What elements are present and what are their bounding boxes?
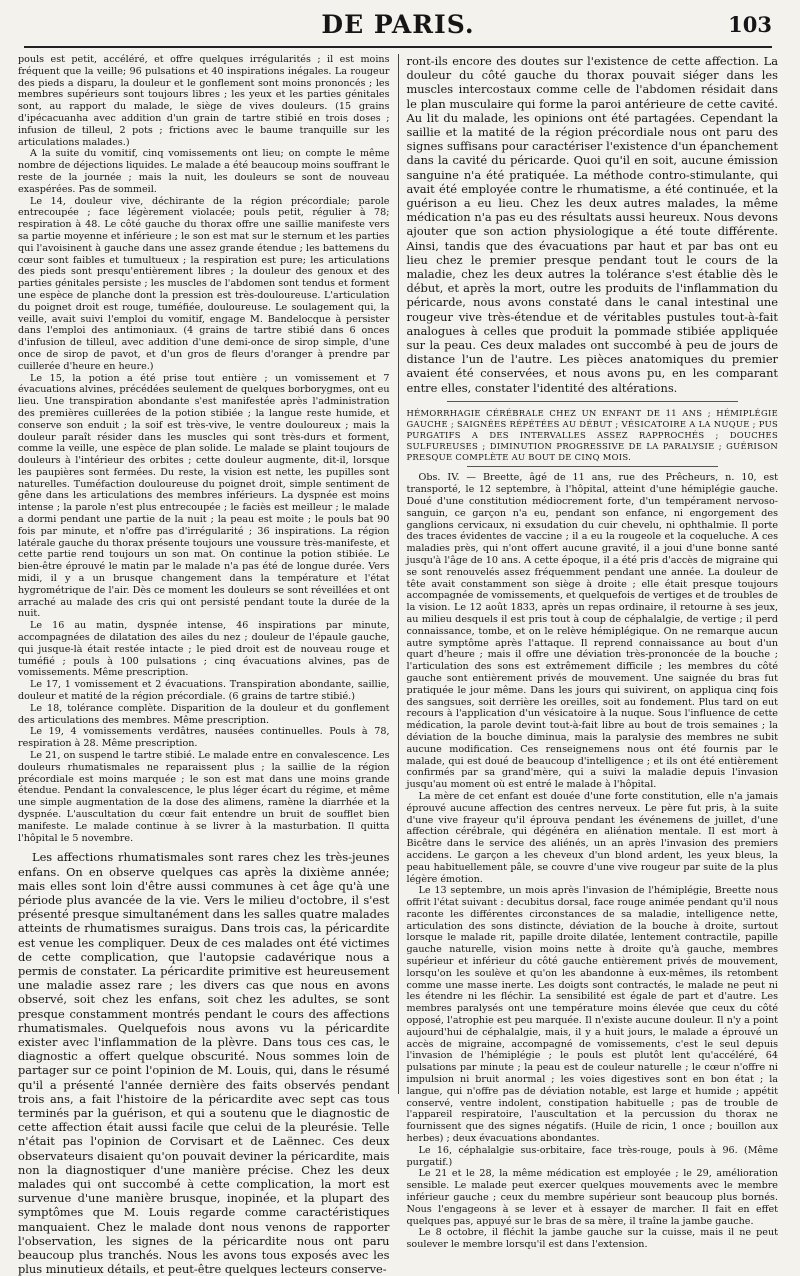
paragraph: Le 13 septembre, un mois après l'invasion de l'hémiplégie, Breette nous offrit l'état suivant : decubitus dorsal, face rouge animée pendant qu'il nous raconte les différentes circonstances de sa maladie, intelligence nette, articulation des sons distincte, déviation de la bouche à droite, surtout lorsque le malade rit, papille droite dilatée, lentement contractile, papille gauche naturelle, vision moins nette à droite qu'à gauche, membres supérieur et inférieur du côté gauche entièrement privés de mouvement, lorsqu'on les soulève et qu'on les abandonne à eux-mêmes, ils retombent comme une masse inerte. Les doigts sont contractés, le malade ne peut ni les étendre ni les fléchir. La sensibilité est égale de part et d'autre. Les membres paralysés ont une température moins élevée que ceux du côté opposé, l'atrophie est peu marquée. Il n'existe aucune douleur. Il n'y a point aujourd'hui de céphalalgie, mais, il y a huit jours, le malade a éprouvé un accès de migraine, accompagné de vomissements, c'est le seul depuis l'invasion de l'hémiplégie ; le pouls est plutôt lent qu'accéléré, 64 pulsations par minute ; la peau est de couleur naturelle ; le cœur n'offre ni impulsion ni bruit anormal ; les voies digestives sont en bon état ; la langue, qui n'offre pas de déviation notable, est large et humide ; appétit conservé, ventre indolent, constipation habituelle ; pas de trouble de l'appareil respiratoire, l'auscultation et la percussion du thorax ne fournissent que des signes négatifs. (Huile de ricin, 1 once ; bouillon aux herbes) ; deux évacuations abondantes. (406, 885, 778, 1145)
paragraph: Le 21, on suspend le tartre stibié. Le malade entre en convalescence. Les douleurs rhumatismales ne reparaissent plus ; la saillie de la région précordiale est moins marquée ; le son est mat dans une moins grande étendue. Pendant la convalescence, le plus léger écart du régime, et même une simple augmentation de la dose des alimens, ramène la diarrhée et la dyspnée. L'auscultation du cœur fait entendre un bruit de soufflet bien manifeste. Le malade continue à se livrer à la masturbation. Il quitta l'hôpital le 5 novembre. (18, 750, 390, 844)
right-large-text (407, 54, 779, 395)
section-divider (467, 466, 719, 467)
paragraph: Le 15, la potion a été prise tout entière ; un vomissement et 7 évacuations alvines, précédées seulement de quelques borborygmes, ont eu lieu. Une transpiration abondante s'est manifestée après l'administration des premières cuillerées de la potion stibiée ; la langue reste humide, et conserve son enduit ; la soif est très-vive, le ventre douloureux ; mais la douleur paraît résider dans les muscles qui sont très-durs et forment, comme la veille, une espèce de plan solide. Le malade se plaint toujours de douleurs à l'intérieur des orbites ; cette douleur augmente, dit-il, lorsque les paupières sont fermées. Du reste, la vision est nette, les pupilles sont naturelles. Tuméfaction douloureuse du poignet droit, simple sentiment de gêne dans les articulations des membres inférieurs. La dyspnée est moins intense ; la parole n'est plus entrecoupée ; le faciès est meilleur ; le malade a dormi pendant une partie de la nuit ; la peau est moite ; le pouls bat 90 fois par minute, et n'offre pas d'irrégularité ; 36 inspirations. La région latérale gauche du thorax présente toujours une voussure très-manifeste, et cette partie rend toujours un son mat. On continue la potion stibiée. Le bien-être éprouvé le matin par le malade n'a pas été de longue durée. Vers midi, il y a un brusque changement dans la température et l'état hygrométrique de l'air. Dès ce moment les douleurs se sont réveillées et ont arraché au malade des cris qui ont persisté pendant toute la durée de la nuit. (18, 372, 390, 620)
left-large-text (18, 850, 390, 1276)
columns (18, 54, 778, 1276)
paragraph: Le 19, 4 vomissements verdâtres, nausées continuelles. Pouls à 78, respiration à 28. Même prescription. (18, 726, 390, 750)
paragraph: Le 18, tolérance complète. Disparition de la douleur et du gonflement des articulations des membres. Même prescription. (18, 702, 390, 726)
case-heading: HÉMORRHAGIE CÉRÉBRALE CHEZ UN ENFANT DE 11 ANS ; HÉMIPLÉGIE GAUCHE ; SAIGNÉES RÉPÉTÉES AU DÉBUT ; VÉSICATOIRE A LA NUQUE ; PUS PURGATIFS A DES INTERVALLES ASSEZ RAPPROCHÉS ; DOUCHES SULFUREUSES ; DIMINUTION PROGRESSIVE DE LA PARALYSIE ; GUÉRISON PRESQUE COMPLÈTE AU BOUT DE CINQ MOIS. (406, 407, 778, 462)
right-column (399, 54, 779, 1251)
running-title: DE PARIS. (321, 10, 475, 39)
paragraph: Le 16, céphalalgie sus-orbitaire, face très-rouge, pouls à 96. (Même purgatif.) (406, 1144, 778, 1168)
paragraph: La mère de cet enfant est douée d'une forte constitution, elle n'a jamais éprouvé aucune affection des centres nerveux. Le père fut pris, à la suite d'une vive frayeur qu'il éprouva pendant les événemens de juillet, d'une affection cérébrale, qui dégénéra en aliénation mentale. Il est mort à Bicêtre dans le service des aliénés, un an après l'invasion des premiers accidens. Le garçon a les cheveux d'un blond ardent, les yeux bleus, la peau habituellement pâle, se couvre d'une vive rougeur par suite de la plus légère émotion. (406, 790, 778, 885)
page-header (24, 8, 772, 48)
paragraph: A la suite du vomitif, cinq vomissements ont lieu; on compte le même nombre de déjections liquides. Le malade a été beaucoup moins souffrant le reste de la journée ; mais la nuit, les douleurs se sont de nouveau exaspérées. Pas de sommeil. (18, 148, 390, 195)
paragraph: Les affections rhumatismales sont rares chez les très-jeunes enfans. On en observe quelques cas après la dixième année; mais elles sont loin d'être aussi communes à cet âge qu'à une période plus avancée de la vie. Vers le milieu d'octobre, il s'est présenté presque simultanément dans les salles quatre malades atteints de rhumatismes suraigus. Dans trois cas, la péricardite est venue les compliquer. Deux de ces malades ont été victimes de cette complication, que l'autopsie cadavérique nous a permis de constater. La péricardite primitive est heureusement une maladie assez rare ; les divers cas que nous en avons observé, soit chez les enfans, soit chez les adultes, se sont presque constamment montrés pendant le cours des affections rhumatismales. Quelquefois nous avons vu la péricardite exister avec l'inflammation de la plèvre. Dans tous ces cas, le diagnostic a offert quelque obscurité. Nous sommes loin de partager sur ce point l'opinion de M. Louis, qui, dans le résumé qu'il a présenté l'année dernière des faits observés pendant trois ans, a fait l'histoire de la péricardite avec sept cas tous terminés par la guérison, et qui a soutenu que le diagnostic de cette affection était aussi facile que celui de la pleurésie. Telle n'était pas l'opinion de Corvisart et de Laënnec. Ces deux observateurs disaient qu'on pouvait deviner la péricardite, mais non la diagnostiquer d'une manière précise. Chez les deux malades qui ont succombé à cette complication, la mort est survenue d'une manière brusque, inopinée, et la plupart des symptômes que M. Louis regarde comme caractéristiques manquaient. Chez le malade dont nous venons de rapporter l'observation, les signes de la péricardite nous ont paru beaucoup plus tranchés. Nous les avons tous exposés avec les plus minutieux détails, et peut-être quelques lecteurs conserve- (18, 850, 390, 1276)
left-column (18, 54, 399, 1276)
paragraph: pouls est petit, accéléré, et offre quelques irrégularités ; il est moins fréquent que la veille; 96 pulsations et 40 inspirations inégales. La rougeur des pieds a disparu, la douleur et le gonflement sont moins prononcés ; les membres supérieurs sont toujours libres ; les yeux et les parties génitales sont, au rapport du malade, le siège de vives douleurs. (15 grains d'ipécacuanha avec addition d'un grain de tartre stibié en trois doses ; infusion de tilleul, 2 pots ; frictions avec le baume tranquille sur les articulations malades.) (18, 54, 390, 148)
paragraph: Le 8 octobre, il fléchit la jambe gauche sur la cuisse, mais il ne peut soulever le membre lorsqu'il est dans l'extension. (406, 1227, 778, 1251)
left-small-text (18, 54, 390, 844)
paragraph: Le 16 au matin, dyspnée intense, 46 inspirations par minute, accompagnées de dilatation des ailes du nez ; douleur de l'épaule gauche, qui jusque-là était restée intacte ; le pied droit est de nouveau rouge et tuméfié ; pouls à 100 pulsations ; cinq évacuations alvines, pas de vomissements. Même prescription. (18, 620, 390, 679)
section-divider (447, 401, 739, 402)
paragraph: Le 14, douleur vive, déchirante de la région précordiale; parole entrecoupée ; face légèrement violacée; pouls petit, régulier à 78; respiration à 48. Le côté gauche du thorax offre une saillie manifeste vers sa partie moyenne et inférieure ; le son est mat sur le sternum et les parties qui l'avoisinent à gauche dans une assez grande étendue ; les battemens du cœur sont faibles et tumultueux ; la respiration est pure; les articulations des pieds sont presqu'entièrement libres ; la douleur des genoux et des parties génitales persiste ; les muscles de l'abdomen sont tendus et forment une espèce de planche dont la pression est très-douloureuse. L'articulation du poignet droit est rouge, tuméfiée, douloureuse. Le soulagement qui, la veille, avait suivi l'emploi du vomitif, engage M. Bandelocque à persister dans l'emploi des antimoniaux. (4 grains de tartre stibié dans 6 onces d'infusion de tilleul, avec addition d'une demi-once de sirop simple, d'une once de sirop de pavot, et d'un gros de fleurs d'oranger à prendre par cuillerée d'heure en heure.) (18, 195, 390, 372)
paragraph: Le 17, 1 vomissement et 2 évacuations. Transpiration abondante, saillie, douleur et matité de la région précordiale. (6 grains de tartre stibié.) (18, 679, 390, 703)
right-small-text (407, 472, 779, 1251)
page-number: 103 (728, 12, 772, 37)
paragraph: ront-ils encore des doutes sur l'existence de cette affection. La douleur du côté gauche du thorax pouvait siéger dans les muscles intercostaux comme celle de l'abdomen résidait dans le plan musculaire qui forme la paroi antérieure de cette cavité. Au lit du malade, les opinions ont été partagées. Cependant la saillie et la matité de la région précordiale nous ont paru des signes suffisans pour caractériser l'existence d'un épanchement dans la cavité du péricarde. Quoi qu'il en soit, aucune émission sanguine n'a été pratiquée. La méthode contro-stimulante, qui avait été employée contre le rhumatisme, a été continuée, et la guérison a eu lieu. Chez les deux autres malades, la même médication n'a pas eu des résultats aussi heureux. Nous devons ajouter que son action physiologique a été toute différente. Ainsi, tandis que des évacuations par haut et par bas ont eu lieu chez le premier presque pendant tout le cours de la maladie, chez les deux autres la tolérance s'est établie dès le début, et après la mort, outre les produits de l'inflammation du péricarde, nous avons constaté dans le canal intestinal une rougeur vive très-étendue et de véritables pustules tout-à-fait analogues à celles que produit la pommade stibiée appliquée sur la peau. Ces deux malades ont succombé à peu de jours de distance l'un de l'autre. Les pièces anatomiques du premier avaient été conservées, et nous avons pu, en les comparant entre elles, constater l'identité des altérations. (406, 54, 778, 395)
paragraph: Le 21 et le 28, la même médication est employée ; le 29, amélioration sensible. Le malade peut exercer quelques mouvements avec le membre inférieur gauche ; ceux du membre supérieur sont beaucoup plus bornés. Nous l'engageons à se lever et à essayer de marcher. Il fait en effet quelques pas, appuyé sur le bras de sa mère, il traîne la jambe gauche. (406, 1168, 778, 1227)
paragraph: Obs. IV. — Breette, âgé de 11 ans, rue des Prêcheurs, n. 10, est transporté, le 12 septembre, à l'hôpital, atteint d'une hémiplégie gauche. Doué d'une constitution médiocrement forte, d'un tempérament nervoso-sanguin, ce garçon n'a eu, pendant son enfance, ni engorgement des ganglions cervicaux, ni exsudation du cuir chevelu, ni ophthalmie. Il porte des traces évidentes de vaccine ; il a eu la rougeole et la coqueluche. A ces maladies près, qui n'ont offert aucune gravité, il a joui d'une bonne santé jusqu'à l'âge de 10 ans. A cette époque, il a été pris d'accès de migraine qui se sont renouvelés assez fréquemment pendant une année. La douleur de tête avait constamment son siège à droite ; elle était presque toujours accompagnée de vomissements, et quelquefois de vertiges et de troubles de la vision. Le 12 août 1833, après un repas ordinaire, il retourne à ses jeux, au milieu desquels il est pris tout à coup de céphalalgie, de vertige ; il perd connaissance, tombe, et on le relève hémiplégique. On ne remarque aucun autre symptôme après l'attaque. Il reprend connaissance au bout d'un quart d'heure ; mais il offre une déviation très-prononcée de la bouche ; l'articulation des sons est extrêmement difficile ; les membres du côté gauche sont entièrement privés de mouvement. Une saignée du bras fut pratiquée le jour même. Dans les jours qui suivirent, on appliqua cinq fois des sangsues, soit derrière les oreilles, soit au fondement. Plus tard on eut recours à l'application d'un vésicatoire à la nuque. Sous l'influence de cette médication, la parole devint tout-à-fait libre au bout de trois semaines ; la déviation de la bouche diminua, mais la paralysie des membres ne subit aucune modification. Ces renseignemens nous ont été fournis par le malade, qui est doué de beaucoup d'intelligence ; et ils ont été entièrement confirmés par sa grand'mère, qui a suivi la maladie depuis l'invasion jusqu'au moment où est entré le malade à l'hôpital. (406, 472, 778, 791)
